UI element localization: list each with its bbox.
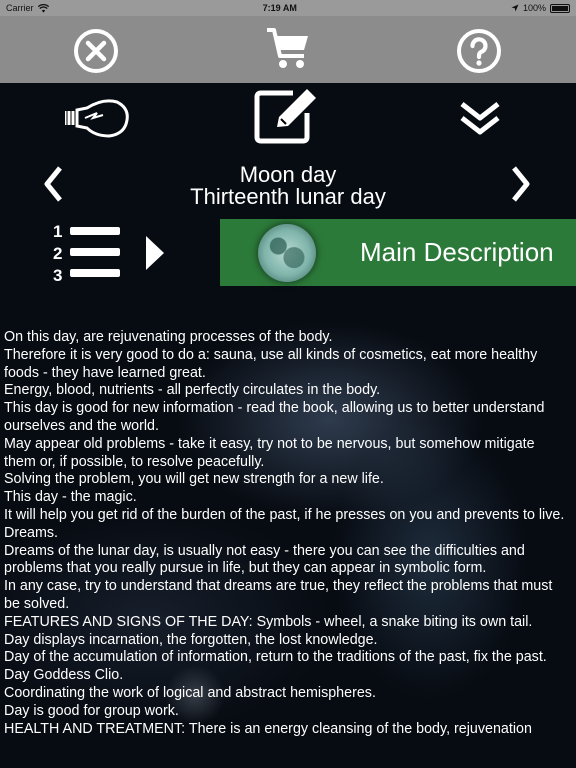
description-paragraph: Coordinating the work of logical and abstract hemispheres. <box>4 684 376 701</box>
description-paragraph: Day displays incarnation, the forgotten, the lost knowledge. <box>4 631 378 648</box>
description-paragraph: This day - the magic. <box>4 489 137 506</box>
svg-text:3: 3 <box>53 266 63 285</box>
description-paragraph: Solving the problem, you will get new strength for a new life. <box>4 471 384 488</box>
cart-button[interactable] <box>264 24 312 72</box>
shopping-cart-icon <box>264 24 312 72</box>
light-bulb-button[interactable] <box>62 87 132 149</box>
description-text <box>4 329 570 738</box>
description-paragraph: HEALTH AND TREATMENT: There is an energy cleansing of the body, rejuvenation <box>4 720 532 737</box>
moon-icon <box>258 224 316 282</box>
day-title-line1: Moon day <box>239 162 337 187</box>
main-description-label: Main Description <box>360 237 554 267</box>
description-paragraph: Therefore it is very good to do a: sauna, use all kinds of cosmetics, eat more healthy foods - they have learned great. <box>4 346 538 381</box>
description-paragraph: This day is good for new information - read the book, allowing us to better understand ourselves and the world. <box>4 400 545 434</box>
description-paragraph: Dreams of the lunar day, is usually not easy - there you can see the difficulties and problems that you really pursue in life, but they can appear in symbolic form. <box>4 542 525 577</box>
list-menu-button[interactable] <box>50 219 170 287</box>
chevron-left-icon <box>41 164 65 204</box>
description-paragraph: Day is good for group work. <box>4 702 179 719</box>
double-chevron-down-icon <box>458 98 502 138</box>
wifi-icon <box>38 4 49 13</box>
description-paragraph: Energy, blood, nutrients - all perfectly circulates in the body. <box>4 382 381 399</box>
light-bulb-icon <box>63 96 131 140</box>
svg-text:1: 1 <box>53 222 63 241</box>
top-toolbar <box>0 16 576 83</box>
help-button[interactable] <box>455 27 503 75</box>
chevron-right-icon <box>509 164 533 204</box>
close-circle-icon <box>73 28 119 74</box>
day-title-line2: Thirteenth lunar day <box>190 184 386 209</box>
status-time: 7:19 AM <box>262 3 297 13</box>
next-day-button[interactable] <box>506 163 536 205</box>
carrier-label: Carrier <box>6 3 34 13</box>
help-circle-icon <box>456 28 502 74</box>
description-paragraph: Day Goddess Clio. <box>4 667 124 684</box>
edit-note-button[interactable] <box>253 84 323 146</box>
numbered-list-icon <box>50 220 170 286</box>
previous-day-button[interactable] <box>38 163 68 205</box>
edit-note-icon <box>253 85 323 145</box>
expand-button[interactable] <box>445 87 515 149</box>
description-paragraph: FEATURES AND SIGNS OF THE DAY: Symbols - wheel, a snake biting its own tail. <box>4 613 533 630</box>
svg-text:2: 2 <box>53 244 63 263</box>
description-paragraph: It will help you get rid of the burden of the past, if he presses on you and prevents to live. <box>4 506 565 523</box>
battery-icon <box>550 4 570 13</box>
status-bar <box>0 0 576 16</box>
description-paragraph: On this day, are rejuvenating processes of the body. <box>4 329 333 345</box>
main-description-button[interactable] <box>220 219 576 286</box>
location-arrow-icon <box>511 4 519 12</box>
description-paragraph: In any case, try to understand that dreams are true, they reflect the problems that must be solved. <box>4 578 553 612</box>
battery-percent: 100% <box>522 3 546 13</box>
description-paragraph: Day of the accumulation of information, return to the traditions of the past, fix the past. <box>4 649 547 666</box>
close-button[interactable] <box>72 27 120 75</box>
description-paragraph: May appear old problems - take it easy, try not to be nervous, but somehow mitigate them or, if possible, to resolve peacefully. <box>4 435 535 470</box>
description-paragraph: Dreams. <box>4 524 59 541</box>
